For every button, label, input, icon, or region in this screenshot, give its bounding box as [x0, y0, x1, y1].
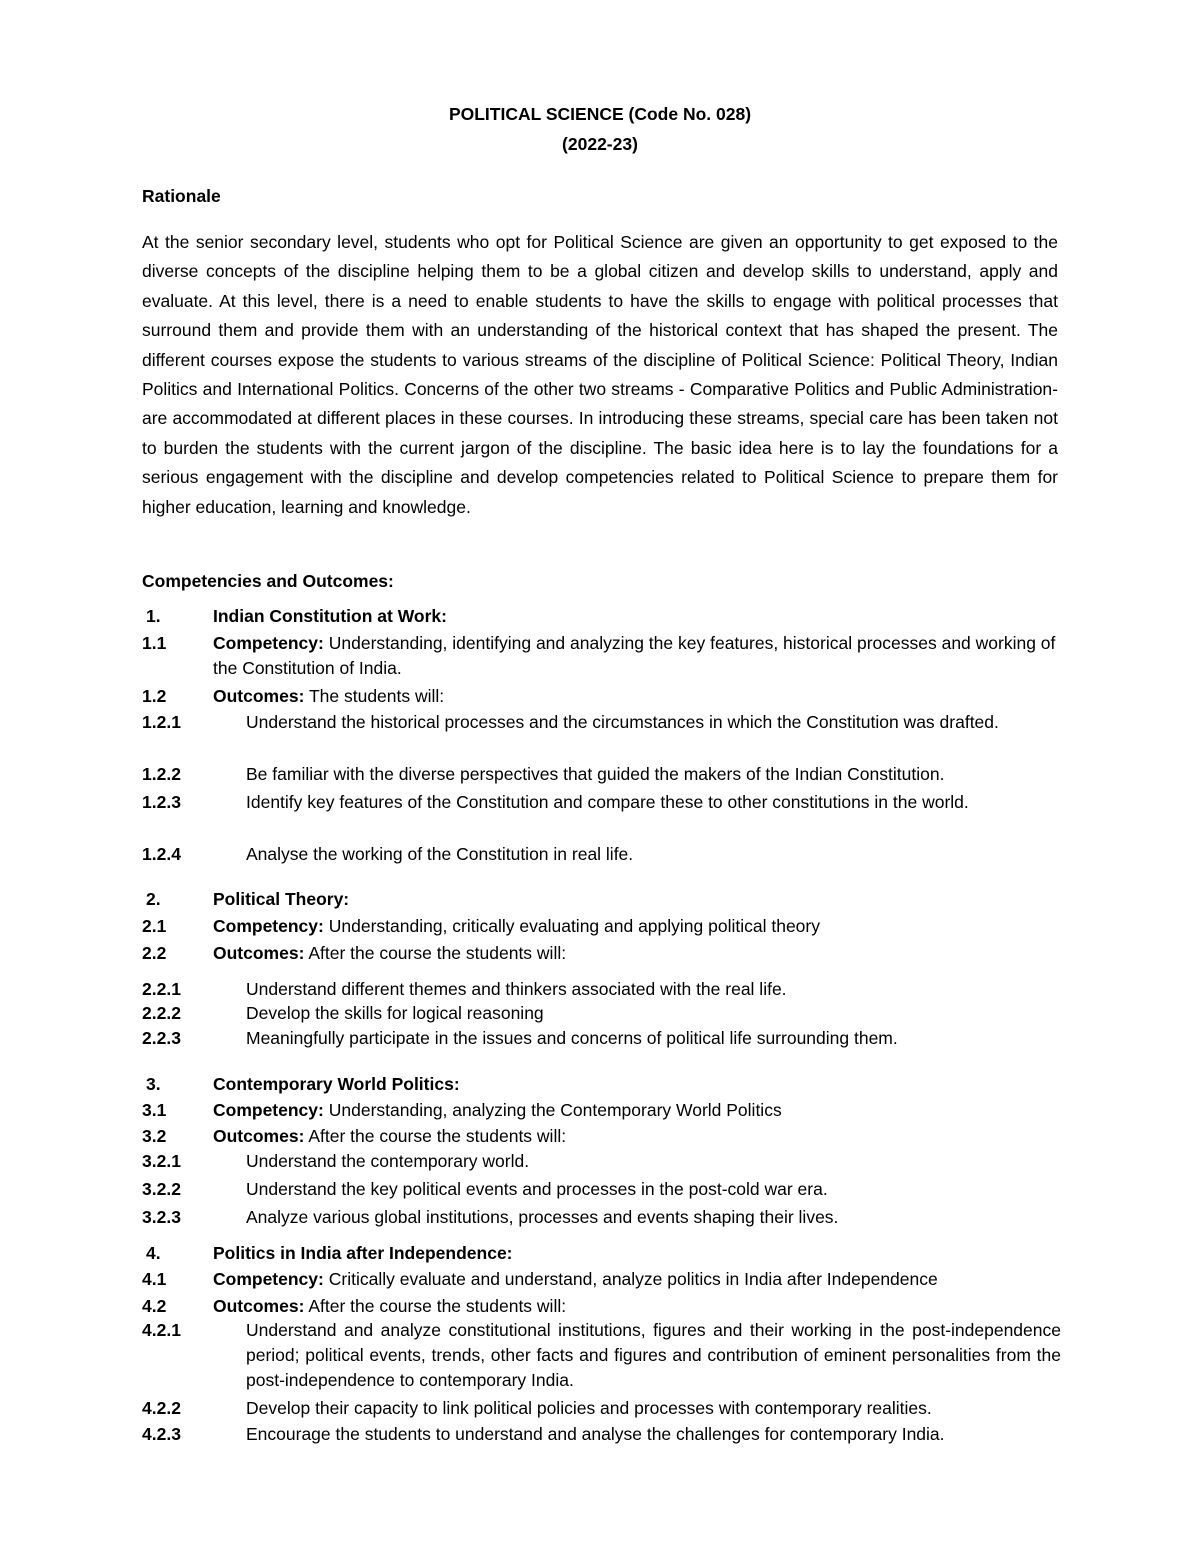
section-title: Contemporary World Politics:	[213, 1074, 460, 1094]
competency-label: Competency:	[213, 1100, 324, 1120]
outcome-item-text: Be familiar with the diverse perspectives that guided the makers of the Indian Constitution.	[246, 764, 945, 784]
section-number: 2.	[146, 889, 161, 909]
outcomes-number: 2.2	[142, 943, 167, 963]
outcome-item-text: Develop their capacity to link political policies and processes with contemporary realities.	[246, 1398, 932, 1418]
outcome-item-number: 1.2.2	[142, 764, 181, 784]
outcome-item-text: Meaningfully participate in the issues and concerns of political life surrounding them.	[246, 1028, 898, 1048]
outcome-item-number: 4.2.3	[142, 1424, 181, 1444]
outcome-item-text: Understand the contemporary world.	[246, 1151, 530, 1171]
outcomes-label: Outcomes:	[213, 686, 305, 706]
section-number: 4.	[146, 1243, 161, 1263]
outcomes-number: 4.2	[142, 1296, 167, 1316]
competencies-heading: Competencies and Outcomes:	[142, 571, 394, 591]
competency-number: 4.1	[142, 1269, 167, 1289]
outcome-item-text: Identify key features of the Constitution and compare these to other constitutions in the world.	[246, 792, 969, 812]
outcome-item-text: Analyze various global institutions, processes and events shaping their lives.	[246, 1207, 839, 1227]
outcomes-number: 3.2	[142, 1126, 167, 1146]
outcome-item-text: Analyse the working of the Constitution in real life.	[246, 844, 634, 864]
outcomes-label: Outcomes:	[213, 1296, 305, 1316]
outcome-item-number: 1.2.3	[142, 792, 181, 812]
outcome-item-number: 4.2.1	[142, 1320, 181, 1340]
outcomes-label: Outcomes:	[213, 943, 305, 963]
outcome-item-number: 2.2.3	[142, 1028, 181, 1048]
competency-label: Competency:	[213, 633, 324, 653]
section-title: Indian Constitution at Work:	[213, 606, 447, 626]
outcome-item-text: Understand the historical processes and the circumstances in which the Constitution was drafted.	[246, 712, 999, 732]
outcome-item-number: 2.2.2	[142, 1003, 181, 1023]
document-year: (2022-23)	[562, 134, 638, 154]
competency-text: Critically evaluate and understand, analyze politics in India after Independence	[328, 1269, 938, 1289]
outcome-item-text: Understand the key political events and processes in the post-cold war era.	[246, 1179, 828, 1199]
outcome-item-number: 3.2.1	[142, 1151, 181, 1171]
section-title: Politics in India after Independence:	[213, 1243, 513, 1263]
outcomes-number: 1.2	[142, 686, 167, 706]
competency-text: Understanding, analyzing the Contemporary World Politics	[328, 1100, 782, 1120]
outcome-item-number: 3.2.3	[142, 1207, 181, 1227]
competency-label: Competency:	[213, 1269, 324, 1289]
section-title: Political Theory:	[213, 889, 350, 909]
section-number: 3.	[146, 1074, 161, 1094]
rationale-heading: Rationale	[142, 186, 221, 206]
outcomes-text: The students will:	[308, 686, 445, 706]
outcome-item-text: Understand and analyze constitutional institutions, figures and their working in the post-independence period; political events, trends, other facts and figures and contribution of eminent personalities from the post-independence to contemporary India.	[246, 1320, 1061, 1390]
outcome-item-text: Develop the skills for logical reasoning	[246, 1003, 544, 1023]
competency-number: 2.1	[142, 916, 167, 936]
outcome-item-number: 3.2.2	[142, 1179, 181, 1199]
competency-text: Understanding, critically evaluating and applying political theory	[328, 916, 820, 936]
competency-number: 3.1	[142, 1100, 167, 1120]
outcome-item-text: Understand different themes and thinkers associated with the real life.	[246, 979, 787, 999]
outcome-item-number: 1.2.4	[142, 844, 181, 864]
competency-text: Understanding, identifying and analyzing the key features, historical processes and working of the Constitution of India.	[213, 633, 1056, 678]
outcome-item-number: 2.2.1	[142, 979, 181, 999]
section-number: 1.	[146, 606, 161, 626]
outcomes-text: After the course the students will:	[308, 1126, 567, 1146]
outcomes-text: After the course the students will:	[308, 1296, 567, 1316]
outcome-item-number: 4.2.2	[142, 1398, 181, 1418]
outcome-item-number: 1.2.1	[142, 712, 181, 732]
outcomes-label: Outcomes:	[213, 1126, 305, 1146]
outcome-item-text: Encourage the students to understand and analyse the challenges for contemporary India.	[246, 1424, 945, 1444]
competency-label: Competency:	[213, 916, 324, 936]
rationale-paragraph: At the senior secondary level, students who opt for Political Science are given an opportunity to get exposed to the diverse concepts of the discipline helping them to be a global citizen and develop skills to understand, apply and evaluate. At this level, there is a need to enable students to have the skills to engage with political processes that surround them and provide them with an understanding of the historical context that has shaped the present. The different courses expose the students to various streams of the discipline of Political Science: Political Theory, Indian Politics and International Politics. Concerns of the other two streams - Comparative Politics and Public Administration- are accommodated at different places in these courses. In introducing these streams, special care has been taken not to burden the students with the current jargon of the discipline. The basic idea here is to lay the foundations for a serious engagement with the discipline and develop competencies related to Political Science to prepare them for higher education, learning and knowledge.	[142, 232, 1058, 517]
document-title: POLITICAL SCIENCE (Code No. 028)	[448, 104, 752, 124]
competency-number: 1.1	[142, 633, 167, 653]
outcomes-text: After the course the students will:	[308, 943, 567, 963]
